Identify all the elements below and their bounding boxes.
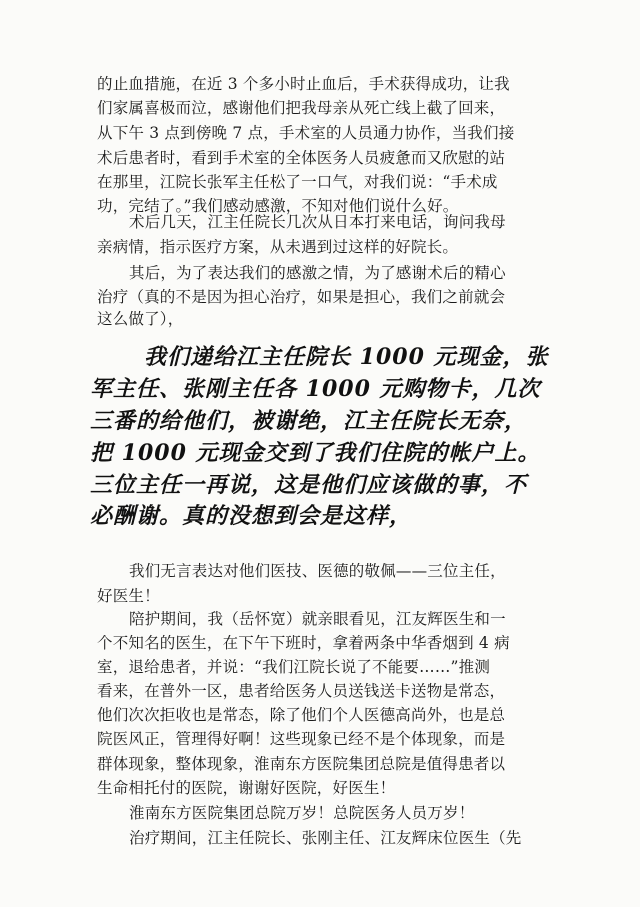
text-line: 亲病情，指示医疗方案，从未遇到过这样的好院长。: [97, 238, 459, 256]
handwritten-line: 把 1000 元现金交到了我们住院的帐户上。: [90, 440, 541, 466]
text-line: 好医生！: [97, 587, 160, 605]
text-line: 群体现象，整体现象，淮南东方医院集团总院是值得患者以: [97, 755, 506, 773]
handwritten-line: 三位主任一再说，这是他们应该做的事，不: [90, 472, 528, 498]
text-line: 这么做了），: [97, 310, 184, 328]
text-line: 看来，在普外一区，患者给医务人员送钱送卡送物是常态，: [97, 682, 506, 700]
text-line: 术后几天，江主任院长几次从日本打来电话，询问我母: [129, 213, 506, 231]
handwritten-line: 军主任、张刚主任各 1000 元购物卡，几次: [90, 376, 541, 402]
text-line: 治疗期间，江主任院长、张刚主任、江友辉床位医生（先: [129, 829, 522, 847]
text-line: 我们无言表达对他们医技、医德的敬佩——三位主任，: [129, 562, 506, 580]
text-line: 他们次次拒收也是常态，除了他们个人医德高尚外，也是总: [97, 706, 506, 724]
handwritten-line: 必酬谢。真的没想到会是这样，: [90, 503, 413, 529]
handwritten-line: 三番的给他们，被谢绝，江主任院长无奈，: [90, 408, 528, 434]
handwritten-line: 我们递给江主任院长 1000 元现金，张: [144, 344, 549, 370]
text-line: 生命相托付的医院，谢谢好医院，好医生！: [97, 779, 396, 797]
text-line: 治疗（真的不是因为担心治疗，如果是担心，我们之前就会: [97, 288, 506, 306]
text-line: 在那里，江院长张军主任松了一口气，对我们说：“手术成: [97, 173, 498, 191]
text-line: 的止血措施，在近 3 个多小时止血后，手术获得成功，让我: [97, 75, 510, 93]
text-line: 室，退给患者，并说：“我们江院长说了不能要……”推测: [97, 658, 491, 676]
text-line: 从下午 3 点到傍晚 7 点，手术室的人员通力协作，当我们接: [97, 124, 515, 142]
text-line: 个不知名的医生，在下午下班时，拿着两条中华香烟到 4 病: [97, 634, 510, 652]
text-line: 陪护期间，我（岳怀宽）就亲眼看见，江友辉医生和一: [129, 610, 506, 628]
text-line: 功，完结了。”我们感动感激，不知对他们说什么好。: [97, 197, 459, 215]
text-line: 术后患者时，看到手术室的全体医务人员疲惫而又欣慰的站: [97, 149, 506, 167]
text-line: 们家属喜极而泣，感谢他们把我母亲从死亡线上截了回来，: [97, 99, 506, 117]
text-line: 淮南东方医院集团总院万岁！总院医务人员万岁！: [129, 804, 475, 822]
text-line: 其后，为了表达我们的感激之情，为了感谢术后的精心: [129, 264, 506, 282]
text-line: 院医风正，管理得好啊！这些现象已经不是个体现象，而是: [97, 730, 506, 748]
